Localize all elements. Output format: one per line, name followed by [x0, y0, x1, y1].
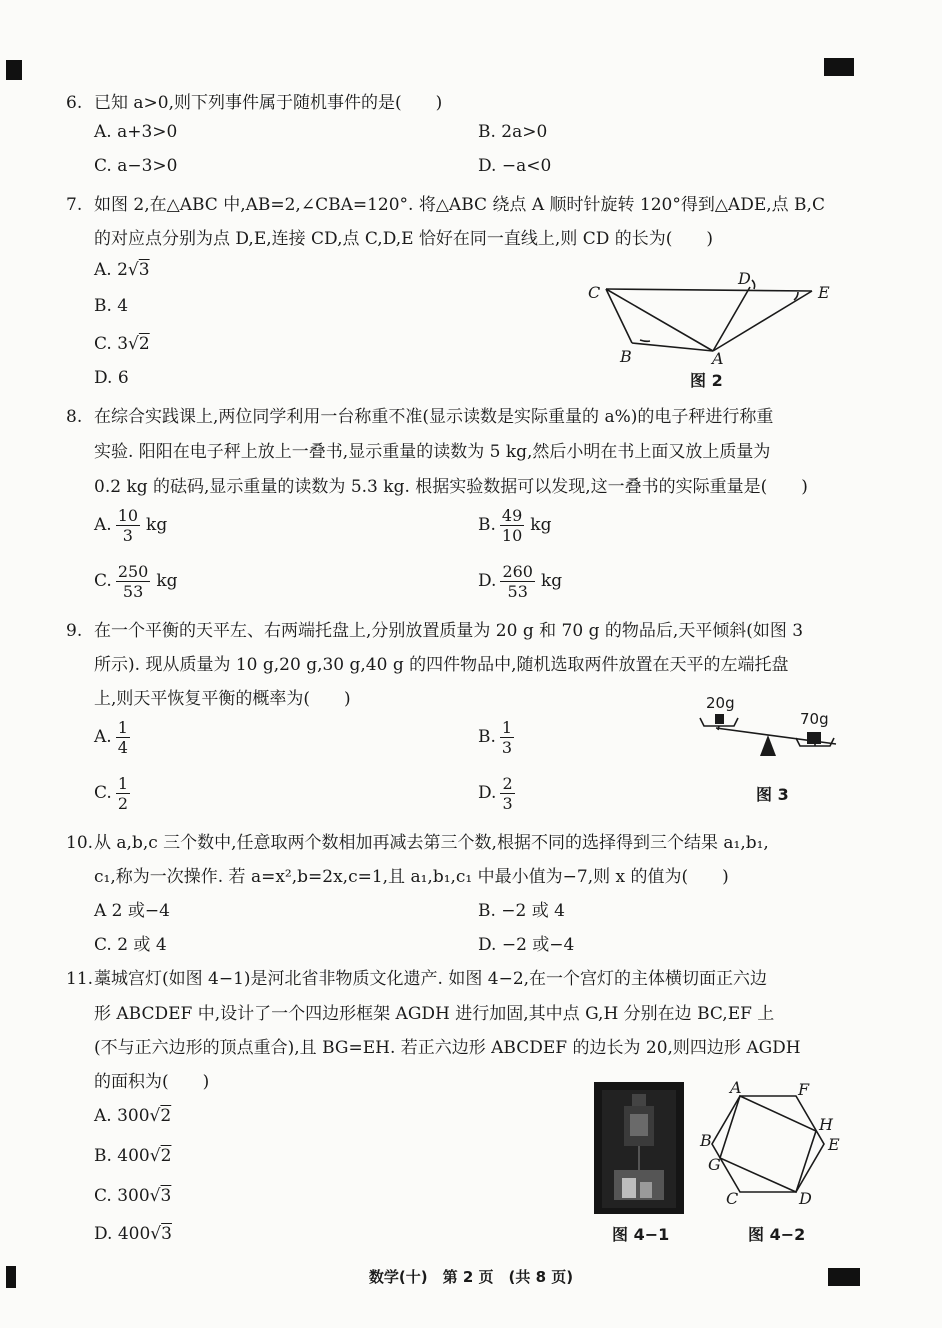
q8-option-b: B. $\frac{49}{10}$ kg [478, 506, 552, 545]
question-8-stem: 8. 在综合实践课上,两位同学利用一台称重不准(显示读数是实际重量的 a%)的电子秤进行称重 [66, 407, 774, 427]
q9-option-c: C. $\frac{1}{2}$ [94, 774, 128, 813]
figure-3-caption: 图 3 [756, 785, 789, 804]
q9-option-b: B. $\frac{1}{3}$ [478, 718, 513, 757]
registration-mark-top-left [6, 60, 22, 80]
fraction: $\frac{1}{4}$ [117, 718, 128, 757]
q9-option-d: D. $\frac{2}{3}$ [478, 774, 513, 813]
figure-4-2-label-c: C [726, 1189, 739, 1208]
fraction: $\frac{2}{3}$ [502, 774, 513, 813]
question-7-stem: 7. 如图 2,在△ABC 中,AB=2,∠CBA=120°. 将△ABC 绕点 A 顺时针旋转 120°得到△ADE,点 B,C [66, 195, 825, 215]
q11-option-c: C. 300√3 [94, 1186, 172, 1206]
question-10-stem-line2: c₁,称为一次操作. 若 a=x²,b=2x,c=1,且 a₁,b₁,c₁ 中最小值为−7,则 x 的值为( ) [94, 867, 729, 887]
q11-option-d: D. 400√3 [94, 1224, 172, 1244]
balance-right-weight-label: 70g [800, 710, 829, 728]
q9-option-a: A. $\frac{1}{4}$ [94, 718, 128, 757]
fraction: $\frac{260}{53}$ [502, 562, 533, 601]
question-11-stem-line4: 的面积为( ) [94, 1072, 210, 1092]
registration-mark-top-right [824, 58, 854, 76]
sqrt-symbol: √ [127, 260, 139, 280]
q10-option-d: D. −2 或−4 [478, 935, 575, 955]
figure-4-1-lantern-photo [594, 1082, 684, 1214]
figure-2-label-c: C [588, 283, 601, 302]
question-8-stem-line3: 0.2 kg 的砝码,显示重量的读数为 5.3 kg. 根据实验数据可以发现,这一叠书的实际重量是( ) [94, 477, 808, 497]
sqrt-symbol: √ [150, 1224, 162, 1244]
figure-2-label-d: D [738, 269, 751, 288]
question-6-stem: 6. 已知 a>0,则下列事件属于随机事件的是( ) [66, 93, 443, 113]
q8-option-a: A. $\frac{10}{3}$ kg [94, 506, 168, 545]
sqrt-symbol: √ [149, 1146, 161, 1166]
question-9-stem: 9. 在一个平衡的天平左、右两端托盘上,分别放置质量为 20 g 和 70 g 的物品后,天平倾斜(如图 3 [66, 621, 804, 641]
fraction: $\frac{250}{53}$ [117, 562, 149, 601]
figure-4-2-label-a: A [730, 1078, 742, 1097]
q6-option-c: C. a−3>0 [94, 156, 178, 176]
figure-4-1-caption: 图 4−1 [612, 1225, 670, 1244]
figure-4-2-label-g: G [708, 1155, 721, 1174]
question-11-stem-line2: 形 ABCDEF 中,设计了一个四边形框架 AGDH 进行加固,其中点 G,H 分别在边 BC,EF 上 [94, 1004, 775, 1024]
balance-left-weight-label: 20g [706, 694, 735, 712]
figure-2-label-e: E [818, 283, 830, 302]
figure-4-2-label-b: B [700, 1131, 712, 1150]
q6-option-b: B. 2a>0 [478, 122, 548, 142]
q10-option-b: B. −2 或 4 [478, 901, 565, 921]
question-7-stem-line2: 的对应点分别为点 D,E,连接 CD,点 C,D,E 恰好在同一直线上,则 CD 的长为( ) [94, 229, 714, 249]
figure-4-2-label-e: E [828, 1135, 840, 1154]
figure-2-label-a: A [712, 349, 724, 368]
figure-4-2-caption: 图 4−2 [748, 1225, 806, 1244]
question-9-stem-line2: 所示). 现从质量为 10 g,20 g,30 g,40 g 的四件物品中,随机选取两件放置在天平的左端托盘 [94, 655, 789, 675]
q10-option-c: C. 2 或 4 [94, 935, 167, 955]
page-footer: 数学(十) 第 2 页 (共 8 页) [368, 1268, 574, 1286]
sqrt-symbol: √ [128, 334, 139, 354]
q6-option-d: D. −a<0 [478, 156, 552, 176]
q8-option-d: D. $\frac{260}{53}$ kg [478, 562, 563, 601]
q7-option-c: C. 3√2 [94, 334, 150, 354]
question-10-stem: 10.从 a,b,c 三个数中,任意取两个数相加再减去第三个数,根据不同的选择得到三个结果 a₁,b₁, [66, 833, 769, 853]
figure-4-2-label-d: D [799, 1189, 812, 1208]
question-9-stem-line3: 上,则天平恢复平衡的概率为( ) [94, 689, 351, 709]
figure-2-caption: 图 2 [690, 371, 723, 390]
q10-option-a: A 2 或−4 [94, 901, 170, 921]
q7-option-a: A. 2√3 [94, 260, 150, 280]
question-11-stem-line3: (不与正六边形的顶点重合),且 BG=EH. 若正六边形 ABCDEF 的边长为 20,则四边形 AGDH [94, 1038, 801, 1058]
fraction: $\frac{1}{3}$ [501, 718, 513, 757]
q11-option-a: A. 300√2 [94, 1106, 172, 1126]
figure-3-balance-scale [696, 688, 846, 778]
figure-4-2-label-h: H [819, 1115, 833, 1134]
q7-option-d: D. 6 [94, 368, 129, 388]
sqrt-symbol: √ [149, 1186, 161, 1206]
figure-4-2-hexagon-diagram [700, 1076, 850, 1216]
figure-2-label-b: B [620, 347, 632, 366]
sqrt-symbol: √ [149, 1106, 161, 1126]
fraction: $\frac{49}{10}$ [501, 506, 523, 545]
q6-option-a: A. a+3>0 [94, 122, 178, 142]
figure-4-2-label-f: F [798, 1080, 810, 1099]
fraction: $\frac{1}{2}$ [117, 774, 128, 813]
q7-option-b: B. 4 [94, 296, 129, 316]
q11-option-b: B. 400√2 [94, 1146, 172, 1166]
question-8-stem-line2: 实验. 阳阳在电子秤上放上一叠书,显示重量的读数为 5 kg,然后小明在书上面又放上质量为 [94, 442, 771, 462]
question-11-stem: 11.藁城宫灯(如图 4−1)是河北省非物质文化遗产. 如图 4−2,在一个宫灯的主体横切面正六边 [66, 969, 768, 989]
figure-2-triangle-diagram [580, 264, 840, 374]
q8-option-c: C. $\frac{250}{53}$ kg [94, 562, 178, 601]
fraction: $\frac{10}{3}$ [117, 506, 139, 545]
